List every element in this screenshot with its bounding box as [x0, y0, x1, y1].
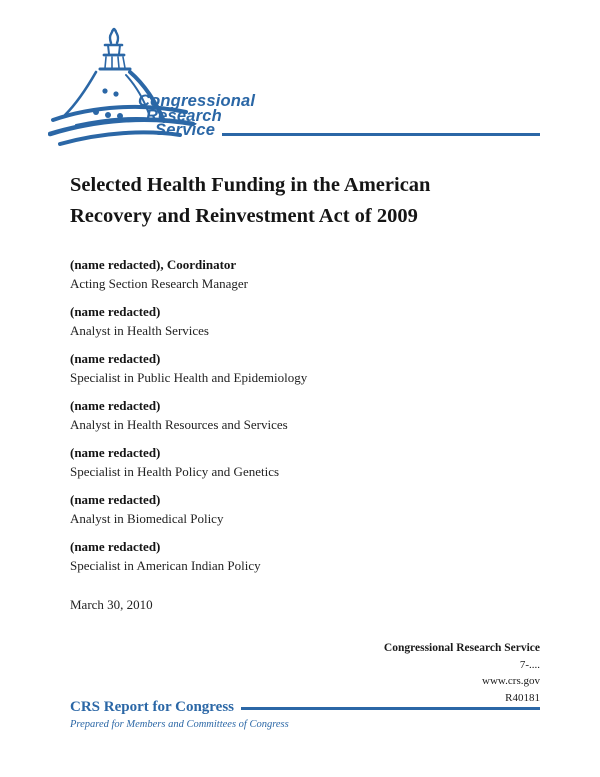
header-rule — [222, 133, 540, 136]
report-date: March 30, 2010 — [70, 597, 153, 612]
info-report-number: R40181 — [505, 691, 540, 704]
info-website: www.crs.gov — [482, 675, 540, 687]
author-role: Specialist in Public Health and Epidemiology — [70, 370, 308, 385]
author-role: Specialist in American Indian Policy — [70, 558, 261, 573]
author-role: Acting Section Research Manager — [70, 276, 248, 291]
footer-subtitle: Prepared for Members and Committees of Congress — [70, 719, 289, 730]
author-entry — [70, 255, 500, 293]
author-entry — [70, 537, 500, 575]
author-role: Analyst in Biomedical Policy — [70, 511, 224, 526]
info-phone: 7-.... — [519, 658, 540, 671]
logo-word-service: Service — [155, 121, 216, 139]
author-name: (name redacted) — [70, 539, 161, 554]
author-entry — [70, 396, 500, 434]
report-title-line-2: Recovery and Reinvestment Act of 2009 — [70, 204, 418, 227]
author-role: Analyst in Health Services — [70, 323, 209, 338]
author-name: (name redacted), Coordinator — [70, 257, 237, 272]
author-role: Specialist in Health Policy and Genetics — [70, 464, 280, 479]
author-role: Analyst in Health Resources and Services — [70, 417, 288, 432]
author-name: (name redacted) — [70, 351, 161, 366]
footer-title: CRS Report for Congress — [70, 699, 235, 715]
report-title-line-1: Selected Health Funding in the American — [70, 174, 431, 196]
author-entry — [70, 302, 500, 340]
author-entry — [70, 349, 500, 387]
author-list — [70, 255, 500, 584]
author-entry — [70, 490, 500, 528]
author-name: (name redacted) — [70, 398, 161, 413]
logo-word-research: Research — [146, 106, 222, 125]
report-title — [70, 170, 550, 231]
footer — [70, 699, 540, 730]
author-name: (name redacted) — [70, 492, 161, 507]
author-name: (name redacted) — [70, 304, 161, 319]
logo-word-congressional: Congressional — [138, 92, 256, 110]
report-info-block — [384, 640, 540, 706]
author-name: (name redacted) — [70, 445, 161, 460]
author-entry — [70, 443, 500, 481]
footer-rule — [241, 707, 540, 710]
crs-logo-wordmark — [138, 94, 255, 138]
info-organization: Congressional Research Service — [383, 642, 540, 654]
footer-title-row — [70, 699, 540, 716]
